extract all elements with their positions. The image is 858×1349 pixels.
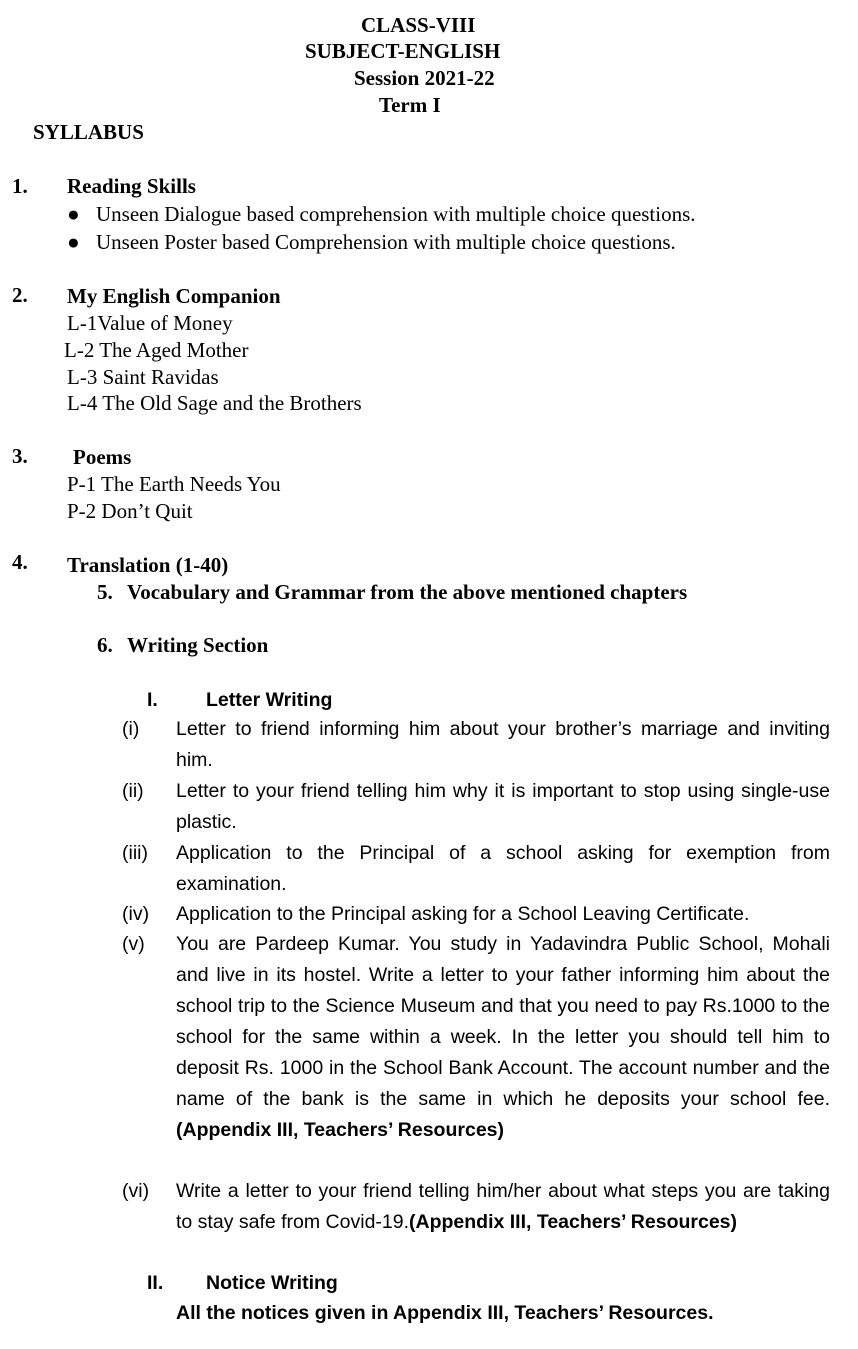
term-heading: Term I bbox=[379, 93, 441, 117]
appendix-reference: (Appendix III, Teachers’ Resources) bbox=[176, 1119, 504, 1141]
appendix-reference: (Appendix III, Teachers’ Resources) bbox=[409, 1211, 738, 1233]
subject-heading: SUBJECT-ENGLISH bbox=[305, 39, 501, 63]
letter-item-text: Application to the Principal asking for a School Leaving Certificate. bbox=[176, 903, 750, 925]
letter-writing-title: Letter Writing bbox=[206, 689, 333, 711]
notice-writing-number: II. bbox=[147, 1272, 164, 1294]
lesson-item: L-1Value of Money bbox=[67, 311, 233, 335]
poem-item: P-2 Don’t Quit bbox=[67, 499, 193, 523]
bullet-icon: ● bbox=[67, 230, 80, 254]
section-6-number: 6. bbox=[97, 633, 113, 657]
notice-writing-text: All the notices given in Appendix III, Teachers’ Resources. bbox=[176, 1302, 714, 1324]
section-1-number: 1. bbox=[12, 174, 28, 198]
bullet-icon: ● bbox=[67, 202, 80, 226]
section-2-title: My English Companion bbox=[67, 284, 281, 308]
section-2-number: 2. bbox=[12, 283, 28, 307]
letter-writing-number: I. bbox=[147, 689, 158, 711]
section-1-title: Reading Skills bbox=[67, 174, 196, 198]
letter-item-text: Letter to friend informing him about your brother’s marriage and inviting him. bbox=[176, 718, 830, 771]
lesson-item: L-3 Saint Ravidas bbox=[67, 365, 219, 389]
lesson-item: L-4 The Old Sage and the Brothers bbox=[67, 391, 362, 415]
section-4-title: Translation (1-40) bbox=[67, 553, 229, 577]
class-heading: CLASS-VIII bbox=[361, 13, 476, 37]
section-3-title: Poems bbox=[73, 445, 132, 469]
letter-item-number: (vi) bbox=[122, 1180, 150, 1202]
notice-writing-title: Notice Writing bbox=[206, 1272, 338, 1294]
letter-item-text-block bbox=[176, 1176, 830, 1238]
section-4-number: 4. bbox=[12, 550, 28, 574]
letter-item-number: (ii) bbox=[122, 780, 144, 802]
letter-item-number: (i) bbox=[122, 718, 140, 740]
session-heading: Session 2021-22 bbox=[354, 66, 495, 90]
letter-item-text: Write a letter to your friend telling him/her about what steps you are taking to stay safe from Covid-19. bbox=[176, 1180, 830, 1233]
letter-item-text: Letter to your friend telling him why it is important to stop using single-use plastic. bbox=[176, 780, 830, 833]
letter-item-number: (iv) bbox=[122, 903, 150, 925]
lesson-item: L-2 The Aged Mother bbox=[64, 338, 249, 362]
syllabus-heading: SYLLABUS bbox=[33, 120, 144, 144]
letter-item-number: (iii) bbox=[122, 842, 148, 864]
section-5-number: 5. bbox=[97, 580, 113, 604]
poem-item: P-1 The Earth Needs You bbox=[67, 472, 281, 496]
section-3-number: 3. bbox=[12, 444, 28, 468]
letter-item-text: You are Pardeep Kumar. You study in Yadavindra Public School, Mohali and live in its hostel. Write a letter to your father informing him about the school trip to the Science Museum and that you need to pay Rs.1000 to the school for the same within a week. In the letter you should tell him to deposit Rs. 1000 in the School Bank Account. The account number and the name of the bank is the same in which he deposits your school fee. bbox=[176, 933, 830, 1110]
section-6-title: Writing Section bbox=[127, 633, 269, 657]
letter-item-text: Application to the Principal of a school asking for exemption from examination. bbox=[176, 842, 830, 895]
letter-item-text-block bbox=[176, 929, 830, 1146]
section-1-item: Unseen Poster based Comprehension with multiple choice questions. bbox=[96, 230, 676, 254]
section-1-item: Unseen Dialogue based comprehension with multiple choice questions. bbox=[96, 202, 696, 226]
letter-item-number: (v) bbox=[122, 933, 145, 955]
section-5-title: Vocabulary and Grammar from the above mentioned chapters bbox=[127, 580, 688, 604]
